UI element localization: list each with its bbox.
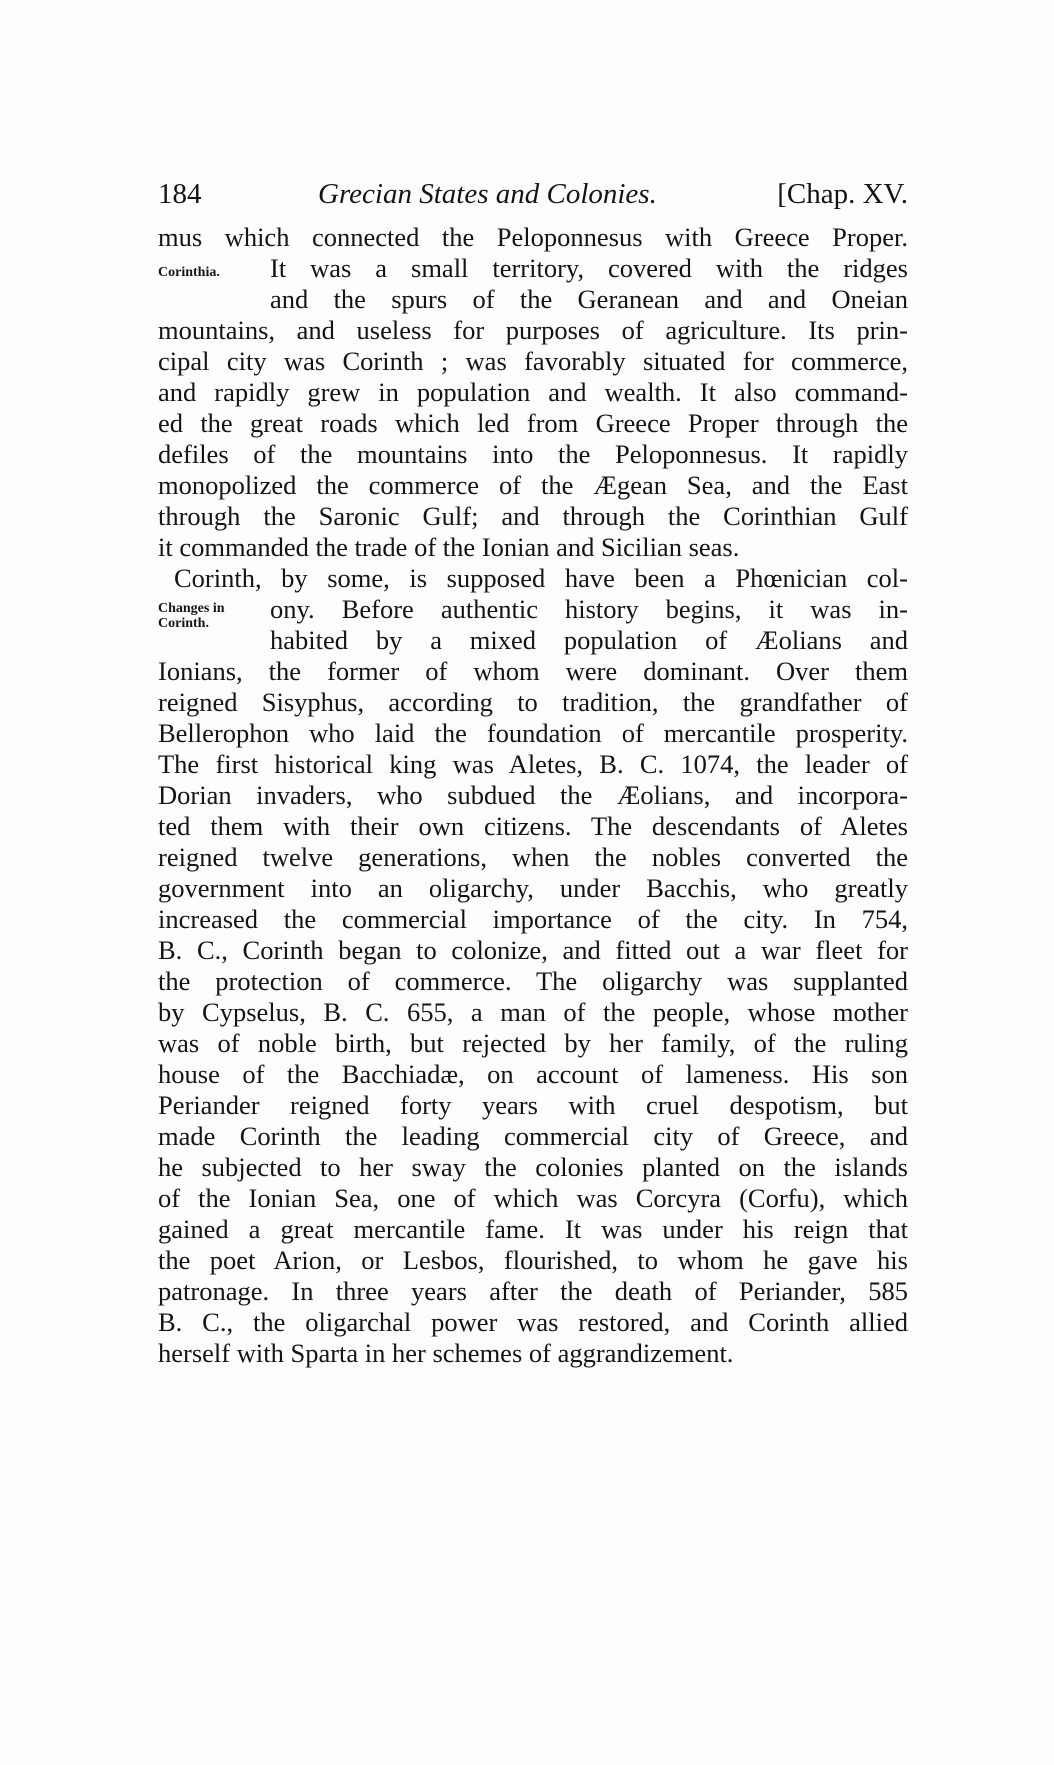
- running-head: [158, 178, 908, 222]
- text-line: ed the great roads which led from Greece Proper through the: [158, 408, 908, 438]
- text-line: mus which connected the Peloponnesus with Greece Proper.: [158, 222, 908, 252]
- text-line: and the spurs of the Geranean and and Oneian: [270, 284, 908, 314]
- side-note-changes: Changes in: [158, 601, 225, 616]
- text-line: herself with Sparta in her schemes of aggrandizement.: [158, 1338, 734, 1368]
- text-line: he subjected to her sway the colonies planted on the islands: [158, 1152, 908, 1182]
- text-line: the poet Arion, or Lesbos, flourished, to whom he gave his: [158, 1245, 908, 1275]
- text-line: reigned Sisyphus, according to tradition, the grandfather of: [158, 687, 908, 717]
- side-note-corinth: Corinth.: [158, 616, 209, 631]
- text-line: of the Ionian Sea, one of which was Corcyra (Corfu), which: [158, 1183, 908, 1213]
- text-line: monopolized the commerce of the Ægean Sea, and the East: [158, 470, 908, 500]
- text-line: made Corinth the leading commercial city of Greece, and: [158, 1121, 908, 1151]
- running-title: Grecian States and Colonies.: [318, 178, 657, 210]
- text-line: It was a small territory, covered with the ridges: [270, 253, 908, 283]
- text-line: was of noble birth, but rejected by her family, of the ruling: [158, 1028, 908, 1058]
- text-line: gained a great mercantile fame. It was under his reign that: [158, 1214, 908, 1244]
- text-line: Ionians, the former of whom were dominant. Over them: [158, 656, 908, 686]
- chapter-label: [Chap. XV.: [777, 178, 908, 210]
- text-line: cipal city was Corinth ; was favorably situated for commerce,: [158, 346, 908, 376]
- text-line: patronage. In three years after the death of Periander, 585: [158, 1276, 908, 1306]
- text-line: defiles of the mountains into the Peloponnesus. It rapidly: [158, 439, 908, 469]
- text-line: Corinth, by some, is supposed have been a Phœnician col-: [174, 563, 908, 593]
- text-line: B. C., Corinth began to colonize, and fitted out a war fleet for: [158, 935, 908, 965]
- text-line: B. C., the oligarchal power was restored, and Corinth allied: [158, 1307, 908, 1337]
- text-line: through the Saronic Gulf; and through the Corinthian Gulf: [158, 501, 908, 531]
- side-note-corinthia: Corinthia.: [158, 265, 220, 280]
- text-line: The first historical king was Aletes, B. C. 1074, the leader of: [158, 749, 908, 779]
- text-line: house of the Bacchiadæ, on account of lameness. His son: [158, 1059, 908, 1089]
- text-line: it commanded the trade of the Ionian and Sicilian seas.: [158, 532, 740, 562]
- text-line: mountains, and useless for purposes of agriculture. Its prin-: [158, 315, 908, 345]
- text-line: government into an oligarchy, under Bacchis, who greatly: [158, 873, 908, 903]
- text-line: Periander reigned forty years with cruel despotism, but: [158, 1090, 908, 1120]
- text-line: and rapidly grew in population and wealth. It also command-: [158, 377, 908, 407]
- text-line: ted them with their own citizens. The descendants of Aletes: [158, 811, 908, 841]
- text-line: Dorian invaders, who subdued the Æolians, and incorpora-: [158, 780, 908, 810]
- text-line: Bellerophon who laid the foundation of mercantile prosperity.: [158, 718, 908, 748]
- text-line: the protection of commerce. The oligarchy was supplanted: [158, 966, 908, 996]
- page-number: 184: [158, 178, 202, 210]
- text-line: increased the commercial importance of the city. In 754,: [158, 904, 908, 934]
- text-line: by Cypselus, B. C. 655, a man of the people, whose mother: [158, 997, 908, 1027]
- text-line: ony. Before authentic history begins, it was in-: [270, 594, 908, 624]
- text-line: habited by a mixed population of Æolians and: [270, 625, 908, 655]
- text-line: reigned twelve generations, when the nobles converted the: [158, 842, 908, 872]
